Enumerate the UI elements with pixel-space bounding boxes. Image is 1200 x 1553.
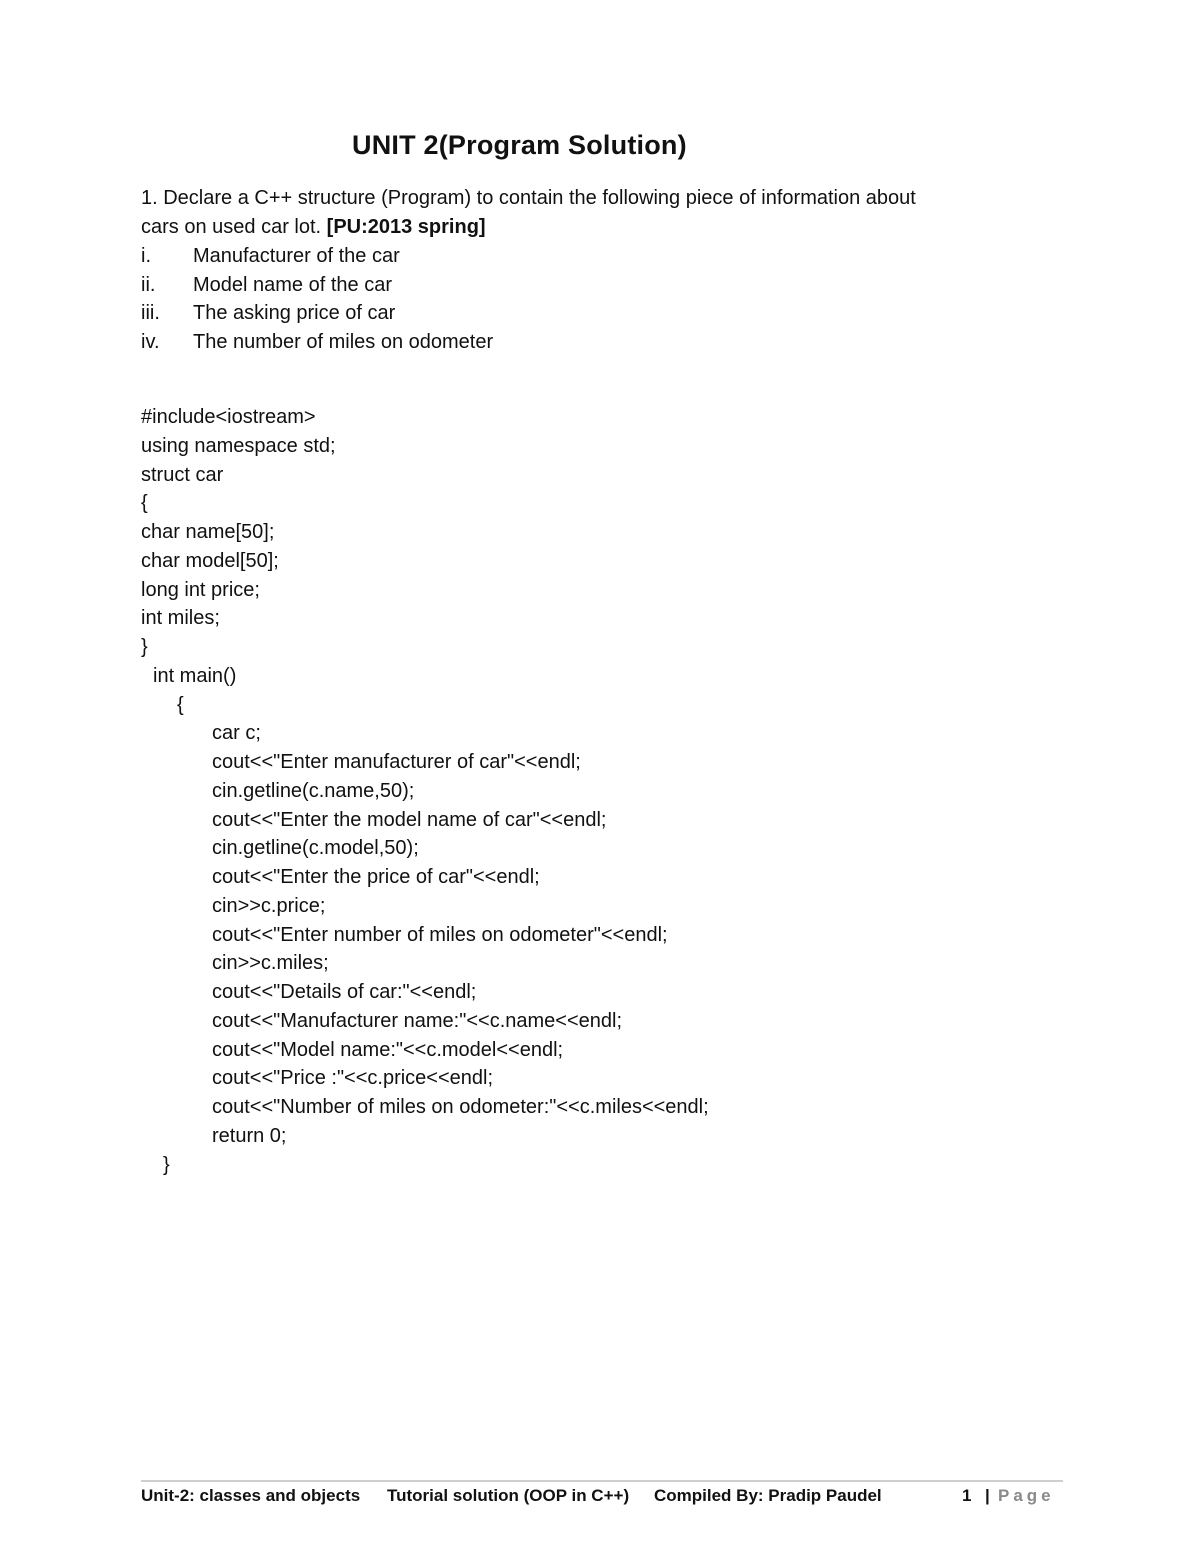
code-line: int main() — [153, 664, 237, 687]
code-line: struct car — [141, 463, 224, 486]
question-line-1: 1. Declare a C++ structure (Program) to contain the following piece of information about — [141, 187, 916, 209]
code-line: cin>>c.miles; — [212, 952, 329, 975]
exam-reference: [PU:2013 spring] — [326, 216, 486, 238]
code-line: car c; — [212, 722, 261, 745]
page-number: 1 — [962, 1486, 972, 1505]
code-line: } — [141, 636, 148, 658]
code-listing — [141, 403, 709, 1179]
code-line: } — [163, 1153, 170, 1176]
list-item-text: The number of miles on odometer — [193, 331, 494, 354]
code-line: cin>>c.price; — [212, 894, 326, 917]
code-line: return 0; — [212, 1124, 287, 1147]
code-line: int miles; — [141, 607, 220, 630]
footer-tutorial: Tutorial solution (OOP in C++) — [387, 1486, 630, 1505]
list-item-text: Manufacturer of the car — [193, 245, 400, 267]
list-marker: iii. — [141, 302, 160, 325]
code-line: cout<<"Model name:"<<c.model<<endl; — [212, 1038, 564, 1061]
code-line: cout<<"Manufacturer name:"<<c.name<<endl; — [212, 1009, 623, 1032]
code-line: cout<<"Details of car:"<<endl; — [212, 981, 477, 1003]
code-line: cin.getline(c.name,50); — [212, 779, 415, 802]
code-line: cout<<"Enter manufacturer of car"<<endl; — [212, 751, 581, 773]
question-line-2-text: cars on used car lot. — [141, 216, 327, 238]
page-label-text: Page — [998, 1486, 1055, 1505]
footer-compiled-by: Compiled By: Pradip Paudel — [654, 1486, 882, 1505]
code-line: cout<<"Price :"<<c.price<<endl; — [212, 1067, 494, 1090]
code-line: cout<<"Enter number of miles on odometer"<<endl; — [212, 923, 668, 946]
page-label — [998, 1486, 1055, 1506]
code-line: char name[50]; — [141, 521, 275, 543]
list-item-text: Model name of the car — [193, 273, 392, 296]
footer-divider — [141, 1480, 1063, 1482]
code-line: long int price; — [141, 578, 260, 601]
question-line-2 — [141, 213, 1041, 242]
code-line: { — [141, 492, 148, 515]
page-separator: | — [985, 1486, 990, 1505]
code-line: cout<<"Number of miles on odometer:"<<c.miles<<endl; — [212, 1096, 709, 1118]
code-line: { — [177, 693, 184, 716]
footer-unit: Unit-2: classes and objects — [141, 1486, 361, 1505]
code-line: using namespace std; — [141, 434, 336, 457]
code-line: cin.getline(c.model,50); — [212, 837, 419, 860]
list-item-text: The asking price of car — [193, 302, 396, 325]
code-line: cout<<"Enter the model name of car"<<endl; — [212, 808, 607, 831]
list-marker: iv. — [141, 331, 160, 354]
question-text — [141, 184, 1041, 242]
code-line: cout<<"Enter the price of car"<<endl; — [212, 866, 540, 888]
list-marker: ii. — [141, 273, 156, 296]
page-title: UNIT 2(Program Solution) — [352, 130, 687, 160]
code-line: #include<iostream> — [141, 406, 316, 428]
code-line: char model[50]; — [141, 549, 279, 572]
list-marker: i. — [141, 245, 151, 267]
